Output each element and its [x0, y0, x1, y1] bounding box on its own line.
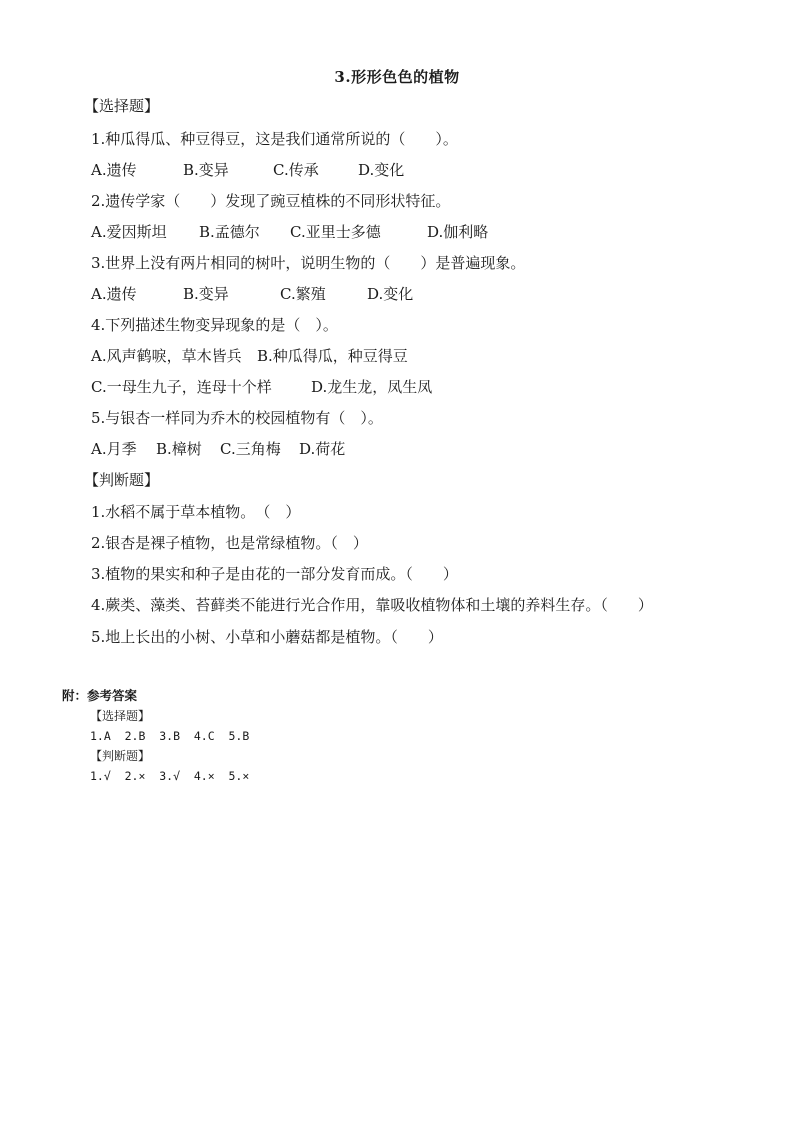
- choice-question-4: 4.下列描述生物变异现象的是（ ）。: [91, 316, 338, 334]
- answer-choice-row: 1.A 2.B 3.B 4.C 5.B: [90, 729, 250, 743]
- choice-q4-option-c: C.一母生九子，连母十个样: [91, 378, 272, 396]
- choice-q1-option-d: D.变化: [358, 161, 405, 179]
- judge-question-2: 2.银杏是裸子植物，也是常绿植物。（ ）: [91, 534, 368, 552]
- answer-key: [62, 686, 249, 786]
- choice-q1-option-c: C.传承: [273, 161, 319, 179]
- choice-question-3: 3.世界上没有两片相同的树叶，说明生物的（ ）是普遍现象。: [91, 254, 526, 272]
- choice-section-heading: 【选择题】: [84, 97, 160, 115]
- choice-q4-option-b: B.种瓜得瓜，种豆得豆: [257, 347, 408, 365]
- answer-judge-label: 【判断题】: [90, 749, 151, 763]
- judge-section-heading: 【判断题】: [84, 471, 160, 489]
- choice-q1-option-b: B.变异: [183, 161, 229, 179]
- choice-question-1: 1.种瓜得瓜、种豆得豆，这是我们通常所说的（ ）。: [91, 130, 458, 148]
- choice-q2-option-a: A.爱因斯坦: [91, 223, 167, 241]
- judge-question-3: 3.植物的果实和种子是由花的一部分发育而成。（ ）: [91, 565, 458, 583]
- choice-q1-option-a: A.遗传: [91, 161, 137, 179]
- judge-question-1: 1.水稻不属于草本植物。 （ ）: [91, 503, 301, 521]
- choice-q2-option-b: B.孟德尔: [199, 223, 260, 241]
- choice-q4-option-a: A.风声鹤唳，草木皆兵: [91, 347, 242, 365]
- choice-q3-option-a: A.遗传: [91, 285, 137, 303]
- answer-key-title: 附：参考答案: [62, 688, 138, 703]
- choice-q3-option-c: C.繁殖: [280, 285, 326, 303]
- choice-q5-option-a: A.月季: [91, 440, 137, 458]
- answer-choice-label: 【选择题】: [90, 709, 151, 723]
- choice-question-2: 2.遗传学家（ ）发现了豌豆植株的不同形状特征。: [91, 192, 451, 210]
- choice-q3-option-b: B.变异: [183, 285, 229, 303]
- choice-q4-option-d: D.龙生龙，凤生凤: [311, 378, 433, 396]
- choice-question-5: 5.与银杏一样同为乔木的校园植物有（ ）。: [91, 409, 383, 427]
- choice-q2-option-c: C.亚里士多德: [290, 223, 381, 241]
- choice-q3-option-d: D.变化: [367, 285, 414, 303]
- choice-q5-option-d: D.荷花: [299, 440, 346, 458]
- choice-q5-option-b: B.樟树: [156, 440, 202, 458]
- choice-q5-option-c: C.三角梅: [220, 440, 281, 458]
- judge-question-4: 4.蕨类、藻类、苔藓类不能进行光合作用，靠吸收植物体和土壤的养料生存。（ ）: [91, 596, 653, 614]
- answer-judge-row: 1.√ 2.× 3.√ 4.× 5.×: [90, 769, 250, 783]
- page-title: 3.形形色色的植物: [334, 68, 460, 86]
- choice-q2-option-d: D.伽利略: [427, 223, 489, 241]
- judge-question-5: 5.地上长出的小树、小草和小蘑菇都是植物。（ ）: [91, 628, 443, 646]
